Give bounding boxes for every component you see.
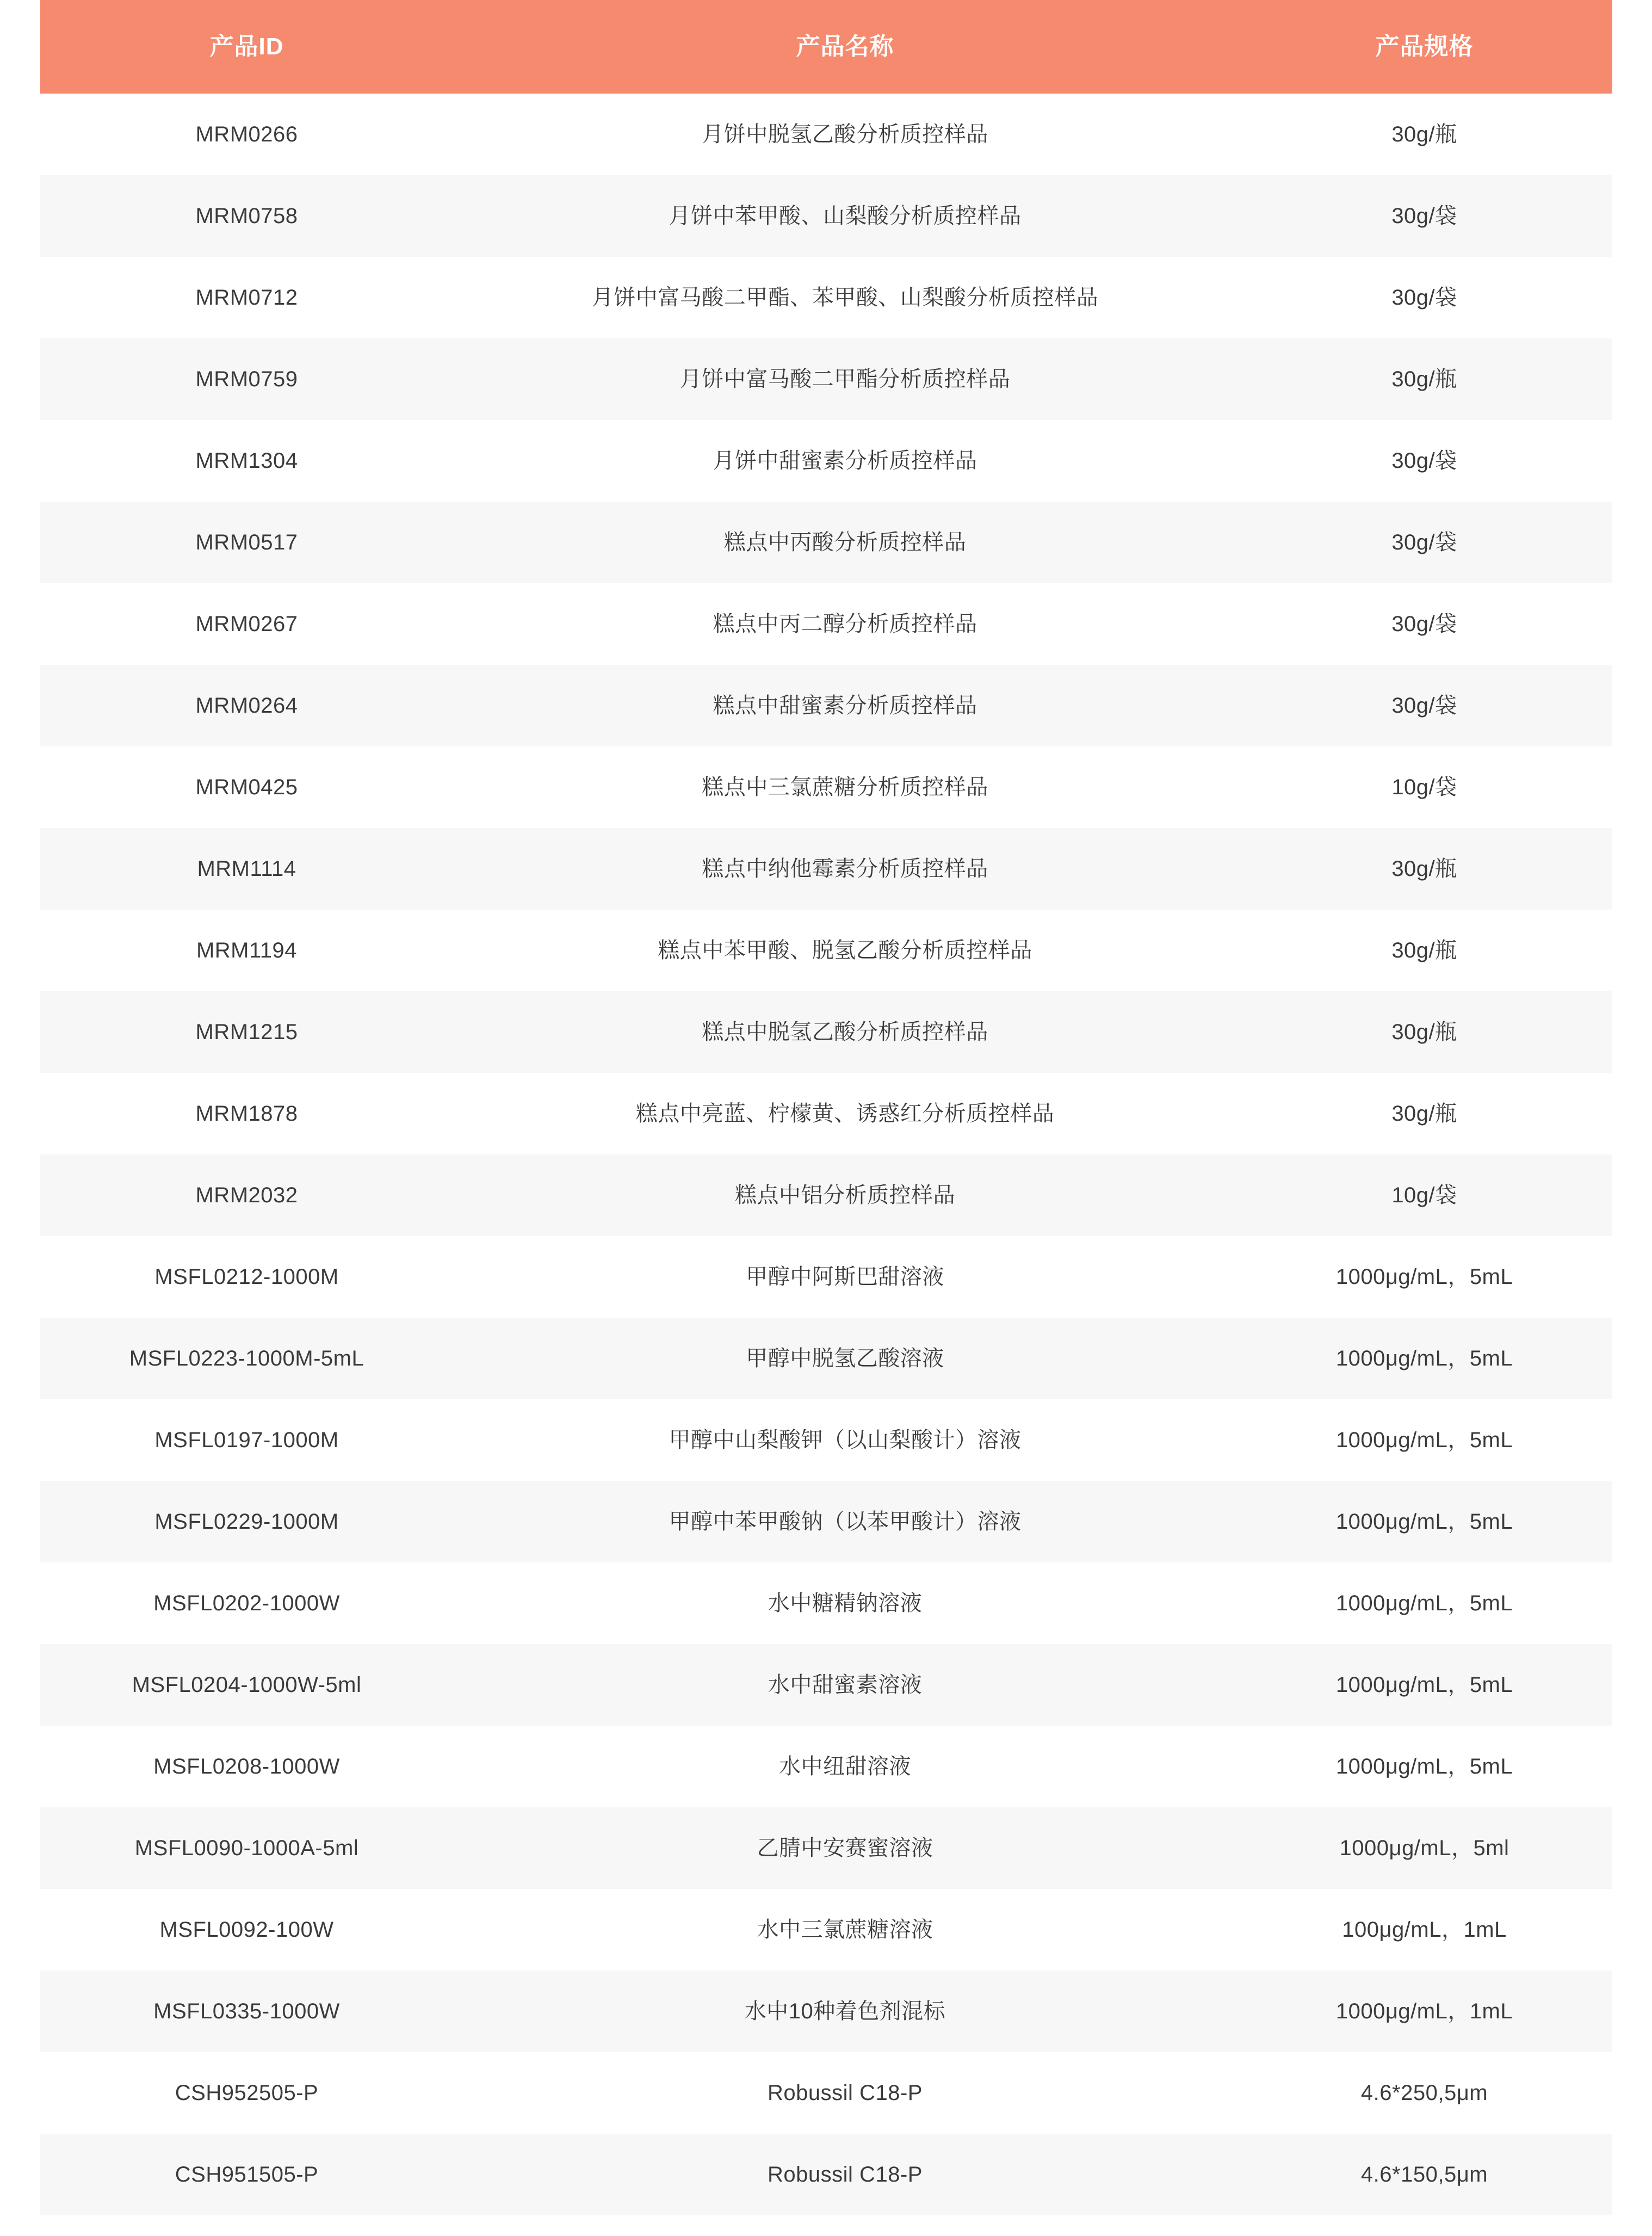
cell-product-id: MSFL0335-1000W — [153, 1999, 340, 2023]
table-row — [40, 1889, 1612, 1971]
cell-product-spec: 30g/瓶 — [1391, 1020, 1457, 1044]
cell-product-id: MSFL0208-1000W — [153, 1755, 340, 1778]
cell-product-id: MSFL0223-1000M-5mL — [129, 1346, 364, 1370]
table-row — [40, 2052, 1612, 2134]
cell-product-spec: 30g/瓶 — [1391, 367, 1457, 391]
table-row — [40, 175, 1612, 257]
cell-product-id: MRM0264 — [195, 694, 298, 718]
cell-product-name: 糕点中丙酸分析质控样品 — [723, 530, 967, 554]
cell-product-name: 甲醇中脱氢乙酸溶液 — [746, 1346, 944, 1370]
cell-product-spec: 30g/袋 — [1391, 612, 1457, 636]
cell-product-name: 糕点中丙二醇分析质控样品 — [713, 612, 977, 636]
cell-product-spec: 100μg/mL，1mL — [1342, 1918, 1507, 1942]
cell-product-name: Robussil C18-P — [768, 2081, 923, 2105]
cell-product-id: MRM1878 — [195, 1102, 298, 1126]
cell-product-id: MSFL0090-1000A-5ml — [134, 1836, 359, 1860]
table-row — [40, 338, 1612, 420]
cell-product-spec: 30g/瓶 — [1391, 938, 1457, 962]
cell-product-name: Robussil C18-P — [768, 2163, 923, 2186]
cell-product-id: MSFL0197-1000M — [154, 1428, 339, 1452]
table-row — [40, 910, 1612, 991]
table-row — [40, 746, 1612, 828]
table-row — [40, 1644, 1612, 1726]
cell-product-spec: 30g/瓶 — [1391, 1102, 1457, 1126]
cell-product-name: 水中糖精钠溶液 — [768, 1591, 923, 1615]
cell-product-id: MSFL0202-1000W — [153, 1591, 340, 1615]
cell-product-name: 乙腈中安赛蜜溶液 — [757, 1836, 933, 1860]
cell-product-spec: 4.6*150,5μm — [1360, 2163, 1488, 2186]
cell-product-name: 月饼中富马酸二甲酯、苯甲酸、山梨酸分析质控样品 — [591, 286, 1099, 310]
table-body — [40, 94, 1612, 2215]
table-row — [40, 1318, 1612, 1399]
cell-product-id: MRM0712 — [195, 286, 298, 310]
cell-product-spec: 10g/袋 — [1391, 775, 1457, 799]
cell-product-spec: 1000μg/mL，5mL — [1335, 1428, 1513, 1452]
table-row — [40, 828, 1612, 910]
cell-product-id: CSH952505-P — [175, 2081, 319, 2105]
table-header-row — [40, 0, 1612, 94]
cell-product-id: MRM1194 — [196, 938, 298, 962]
column-header-product-spec: 产品规格 — [1237, 0, 1612, 94]
cell-product-spec: 30g/袋 — [1391, 449, 1457, 473]
cell-product-name: 月饼中甜蜜素分析质控样品 — [713, 449, 977, 473]
cell-product-spec: 30g/袋 — [1391, 530, 1457, 554]
cell-product-name: 甲醇中苯甲酸钠（以苯甲酸计）溶液 — [669, 1510, 1022, 1534]
cell-product-id: MSFL0229-1000M — [154, 1510, 339, 1534]
cell-product-id: MRM2032 — [195, 1183, 298, 1207]
cell-product-spec: 30g/袋 — [1391, 694, 1457, 718]
cell-product-spec: 1000μg/mL，5mL — [1335, 1346, 1513, 1370]
cell-product-spec: 1000μg/mL，5mL — [1335, 1755, 1513, 1778]
cell-product-spec: 30g/瓶 — [1391, 122, 1457, 146]
cell-product-id: MRM0425 — [195, 775, 298, 799]
cell-product-spec: 30g/袋 — [1391, 286, 1457, 310]
table-row — [40, 1807, 1612, 1889]
table-row — [40, 1154, 1612, 1236]
cell-product-id: MRM1215 — [195, 1020, 298, 1044]
table-row — [40, 1399, 1612, 1481]
table-header — [40, 0, 1612, 94]
table-row — [40, 1562, 1612, 1644]
cell-product-id: MRM0517 — [195, 530, 298, 554]
cell-product-id: CSH951505-P — [175, 2163, 319, 2186]
cell-product-spec: 1000μg/mL，5mL — [1335, 1510, 1513, 1534]
cell-product-name: 水中甜蜜素溶液 — [768, 1673, 923, 1697]
cell-product-name: 糕点中纳他霉素分析质控样品 — [702, 857, 988, 881]
cell-product-name: 糕点中脱氢乙酸分析质控样品 — [702, 1020, 988, 1044]
product-table — [40, 0, 1612, 2215]
table-row — [40, 94, 1612, 175]
cell-product-id: MRM0759 — [195, 367, 298, 391]
cell-product-name: 水中三氯蔗糖溶液 — [757, 1918, 933, 1942]
cell-product-name: 糕点中亮蓝、柠檬黄、诱惑红分析质控样品 — [635, 1102, 1055, 1126]
column-header-product-name: 产品名称 — [454, 0, 1237, 94]
cell-product-name: 甲醇中阿斯巴甜溶液 — [746, 1265, 944, 1289]
table-row — [40, 1481, 1612, 1562]
cell-product-id: MRM1114 — [197, 857, 296, 881]
cell-product-spec: 1000μg/mL，1mL — [1335, 1999, 1513, 2023]
cell-product-name: 月饼中脱氢乙酸分析质控样品 — [702, 122, 988, 146]
cell-product-spec: 4.6*250,5μm — [1360, 2081, 1488, 2105]
cell-product-name: 糕点中甜蜜素分析质控样品 — [713, 694, 977, 718]
cell-product-name: 糕点中三氯蔗糖分析质控样品 — [702, 775, 988, 799]
cell-product-spec: 1000μg/mL，5mL — [1335, 1591, 1513, 1615]
column-header-product-id: 产品ID — [40, 0, 454, 94]
table-row — [40, 583, 1612, 665]
cell-product-id: MRM1304 — [195, 449, 298, 473]
cell-product-name: 糕点中苯甲酸、脱氢乙酸分析质控样品 — [658, 938, 1032, 962]
table-row — [40, 502, 1612, 583]
cell-product-id: MSFL0212-1000M — [154, 1265, 339, 1289]
cell-product-id: MRM0267 — [195, 612, 298, 636]
table-row — [40, 665, 1612, 746]
table-row — [40, 991, 1612, 1073]
cell-product-spec: 1000μg/mL，5mL — [1335, 1673, 1513, 1697]
cell-product-id: MSFL0092-100W — [159, 1918, 334, 1942]
cell-product-spec: 10g/袋 — [1391, 1183, 1457, 1207]
cell-product-spec: 30g/袋 — [1391, 204, 1457, 228]
cell-product-id: MRM0266 — [195, 122, 298, 146]
cell-product-name: 水中10种着色剂混标 — [744, 1999, 946, 2023]
cell-product-spec: 1000μg/mL，5mL — [1335, 1265, 1513, 1289]
cell-product-name: 月饼中苯甲酸、山梨酸分析质控样品 — [669, 204, 1022, 228]
cell-product-name: 糕点中铝分析质控样品 — [735, 1183, 955, 1207]
table-row — [40, 1971, 1612, 2052]
table-row — [40, 1236, 1612, 1318]
cell-product-name: 水中纽甜溶液 — [779, 1755, 911, 1778]
cell-product-name: 甲醇中山梨酸钾（以山梨酸计）溶液 — [669, 1428, 1022, 1452]
cell-product-name: 月饼中富马酸二甲酯分析质控样品 — [679, 367, 1011, 391]
table-row — [40, 420, 1612, 502]
cell-product-spec: 30g/瓶 — [1391, 857, 1457, 881]
cell-product-id: MSFL0204-1000W-5ml — [132, 1673, 362, 1697]
cell-product-id: MRM0758 — [195, 204, 298, 228]
table-row — [40, 1073, 1612, 1154]
table-row — [40, 2134, 1612, 2215]
table-row — [40, 257, 1612, 338]
table-row — [40, 1726, 1612, 1807]
cell-product-spec: 1000μg/mL，5ml — [1339, 1836, 1509, 1860]
